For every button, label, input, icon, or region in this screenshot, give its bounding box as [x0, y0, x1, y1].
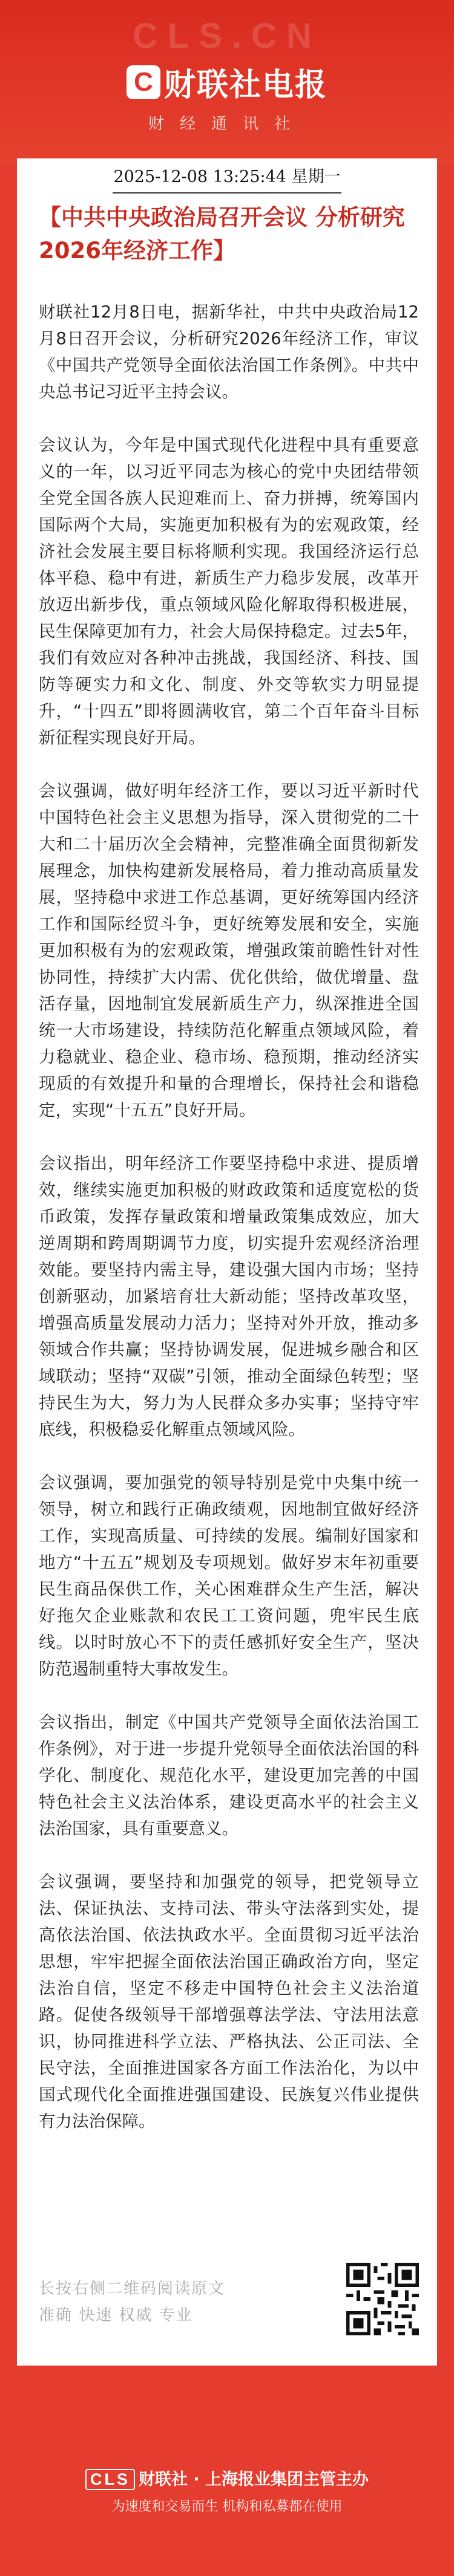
footer-tagline: 为速度和交易而生 机构和私募都在使用 [111, 2499, 343, 2514]
qr-section [17, 2257, 437, 2353]
paragraph: 会议强调，要加强党的领导特别是党中央集中统一领导，树立和践行正确政绩观，因地制宜做好经济工作，实现高质量、可持续的发展。编制好国家和地方“十五五”规划及专项规划。做好岁末年初重要民生商品保供工作，关心困难群众生产生活，解决好拖欠企业账款和农民工工资问题，兜牢民生底线。以时时放心不下的责任感抓好安全生产，坚决防范遏制重特大事故发生。 [39, 1473, 419, 1679]
watermark: CLS.CN [133, 16, 321, 56]
paragraph: 会议认为，今年是中国式现代化进程中具有重要意义的一年，以习近平同志为核心的党中央团结带领全党全国各族人民迎难而上、奋力拼搏，统筹国内国际两个大局，实施更加积极有为的宏观政策，经济社会发展主要目标将顺利实现。我国经济运行总体平稳、稳中有进，新质生产力稳步发展，改革开放迈出新步伐，重点领域风险化解取得积极进展，民生保障更加有力，社会大局保持稳定。过去5年，我们有效应对各种冲击挑战，我国经济、科技、国防等硬实力和文化、制度、外交等软实力明显提升，“十四五”即将圆满收官，第二个百年奋斗目标新征程实现良好开局。 [39, 435, 419, 747]
qr-tip: 长按右侧二维码阅读原文 [39, 2280, 226, 2298]
qr-tagline: 准确 快速 权威 专业 [39, 2306, 193, 2324]
paragraph: 财联社12月8日电，据新华社，中共中央政治局12月8日召开会议，分析研究2026年经济工作，审议《中国共产党领导全面依法治国工作条例》。中共中央总书记习近平主持会议。 [39, 302, 419, 402]
publish-datetime: 2025-12-08 13:25:44 星期一 [113, 168, 341, 186]
paragraph: 会议强调，做好明年经济工作，要以习近平新时代中国特色社会主义思想为指导，深入贯彻党的二十大和二十届历次全会精神，完整准确全面贯彻新发展理念，加快构建新发展格局，着力推动高质量发展，坚持稳中求进工作总基调，更好统筹国内经济工作和国际经贸斗争，更好统筹发展和安全，实施更加积极有为的宏观政策，增强政策前瞻性针对性协同性，持续扩大内需、优化供给，做优增量、盘活存量，因地制宜发展新质生产力，纵深推进全国统一大市场建设，持续防范化解重点领域风险，着力稳就业、稳企业、稳市场、稳预期，推动经济实现质的有效提升和量的合理增长，保持社会和谐稳定，实现“十五五”良好开局。 [39, 781, 419, 1120]
paragraph: 会议指出，明年经济工作要坚持稳中求进、提质增效，继续实施更加积极的财政政策和适度宽松的货币政策，发挥存量政策和增量政策集成效应，加大逆周期和跨周期调节力度，切实提升宏观经济治理效能。要坚持内需主导，建设强大国内市场；坚持创新驱动，加紧培育壮大新动能；坚持改革攻坚，增强高质量发展动力活力；坚持对外开放，推动多领域合作共赢；坚持协调发展，促进城乡融合和区域联动；坚持“双碳”引领，推动全面绿色转型；坚持民生为大，努力为人民群众多办实事；坚持守牢底线，积极稳妥化解重点领域风险。 [39, 1154, 419, 1439]
paragraph: 会议强调，要坚持和加强党的领导，把党领导立法、保证执法、支持司法、带头守法落到实处，提高依法治国、依法执政水平。全面贯彻习近平法治思想，牢牢把握全面依法治国正确政治方向，坚定法治自信，坚定不移走中国特色社会主义法治道路。促使各级领导干部增强尊法学法、守法用法意识，协同推进科学立法、严格执法、公正司法、全民守法，全面推进国家各方面工作法治化，为以中国式现代化全面推进强国建设、民族复兴伟业提供有力法治保障。 [39, 1872, 419, 2131]
article-title: 【中共中央政治局召开会议 分析研究2026年经济工作】 [39, 204, 405, 264]
footer-publisher [0, 2466, 454, 2490]
header-banner [0, 0, 454, 163]
brand-name: 财联社电报 [163, 67, 327, 103]
footer-line1: 财联社 · 上海报业集团主管主办 [138, 2470, 369, 2489]
qr-code-icon[interactable] [346, 2263, 419, 2335]
article-card [17, 158, 437, 2366]
logo-c-icon: C [127, 65, 160, 99]
paragraph: 会议指出，制定《中国共产党领导全面依法治国工作条例》，对于进一步提升党领导全面依法治国的科学化、制度化、规范化水平，建设更加完善的中国特色社会主义法治体系，建设更高水平的社会主义法治国家，具有重要意义。 [39, 1712, 419, 1838]
brand-slogan: 财经通讯社 [148, 115, 306, 133]
cls-logo: CLS [85, 2469, 135, 2490]
footer [0, 2431, 454, 2576]
article-body [17, 299, 437, 2161]
date-underline [113, 192, 341, 194]
brand-logo [0, 59, 454, 105]
